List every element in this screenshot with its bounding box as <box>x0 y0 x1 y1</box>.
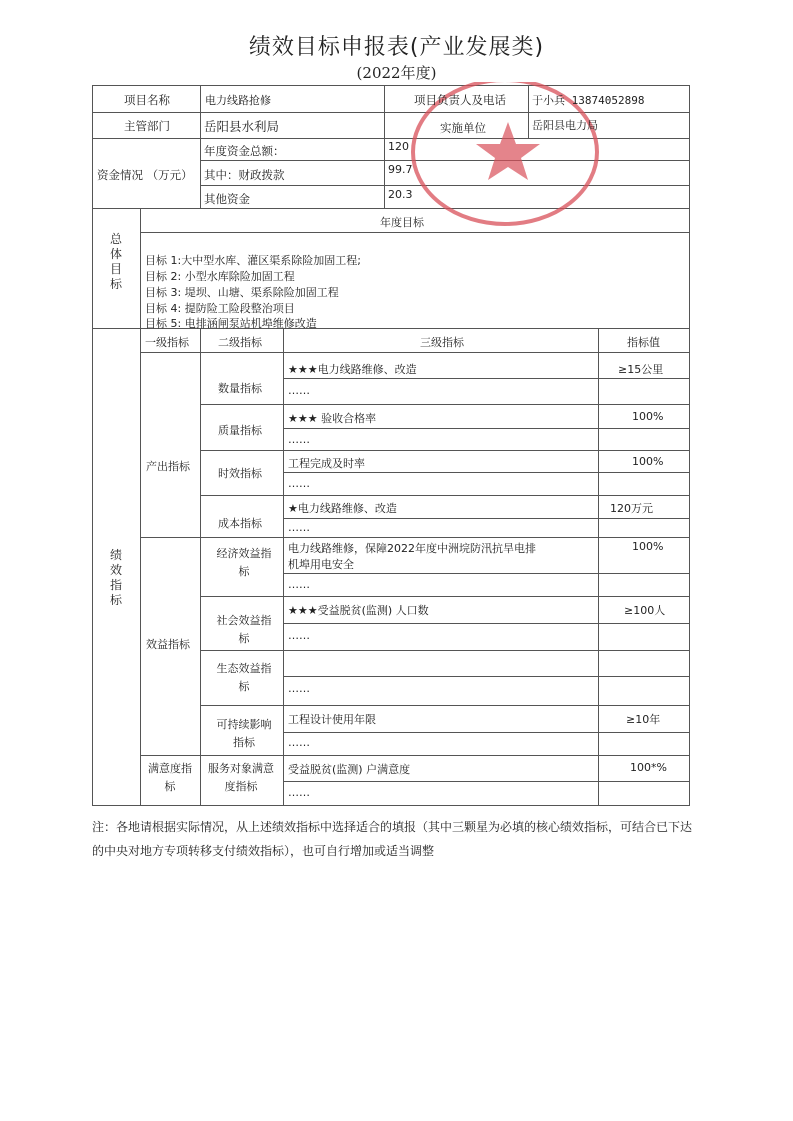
dept-value: 岳阳县水利局 <box>204 119 280 134</box>
l3-dots: …… <box>288 521 310 534</box>
l2-eco: 生态效益指标 <box>216 662 272 693</box>
fund-total-label: 年度资金总额： <box>204 144 285 158</box>
value-social: ≥100人 <box>624 604 666 617</box>
l2-quality: 质量指标 <box>218 424 262 437</box>
value-time: 100% <box>632 455 664 468</box>
fund-total-value: 120 <box>388 140 409 153</box>
l3-cost-item: ★电力线路维修、改造 <box>288 502 397 515</box>
l3-dots: …… <box>288 629 310 642</box>
l3-dots: …… <box>288 433 310 446</box>
overall-goal-label: 总体目标 <box>109 232 122 291</box>
l2-time: 时效指标 <box>218 467 262 480</box>
l2-quantity: 数量指标 <box>218 382 262 395</box>
impl-value: 岳阳县电力局 <box>532 119 598 132</box>
contact-label: 项目负责人及电话 <box>414 93 506 107</box>
project-name-label: 项目名称 <box>124 93 170 107</box>
l2-social: 社会效益指标 <box>216 614 272 645</box>
l3-dots: …… <box>288 682 310 695</box>
l2-service: 服务对象满意度指标 <box>208 762 274 793</box>
funds-label: 资金情况 （万元） <box>97 168 193 182</box>
l3-service-item: 受益脱贫(监测) 户满意度 <box>288 763 411 776</box>
l3-dots: …… <box>288 384 310 397</box>
l3-quantity-item: ★★★电力线路维修、改造 <box>288 363 417 376</box>
l3-economic-item-2: 机埠用电安全 <box>288 558 354 571</box>
l2-cost: 成本指标 <box>218 517 262 530</box>
l2-economic: 经济效益指标 <box>216 547 272 578</box>
impl-label: 实施单位 <box>440 121 486 135</box>
header-value: 指标值 <box>627 336 660 349</box>
l3-time-item: 工程完成及时率 <box>288 457 365 470</box>
performance-label: 绩效指标 <box>109 548 122 607</box>
goal-item: 目标 5: 电排涵闸泵站机埠维修改造 <box>145 317 317 330</box>
l3-social-item: ★★★受益脱贫(监测) 人口数 <box>288 604 429 617</box>
value-cost: 120万元 <box>610 502 653 515</box>
l3-dots: …… <box>288 477 310 490</box>
goal-item: 目标 3: 堤坝、山塘、渠系除险加固工程 <box>145 286 339 299</box>
dept-label: 主管部门 <box>124 119 170 133</box>
fund-other-label: 其他资金 <box>204 192 250 206</box>
l1-benefit: 效益指标 <box>146 638 190 651</box>
contact-value: 于小兵 13874052898 <box>532 94 645 107</box>
value-economic: 100% <box>632 540 664 553</box>
l1-satisfaction: 满意度指标 <box>148 762 192 793</box>
value-quantity: ≥15公里 <box>618 363 664 376</box>
project-name: 电力线路抢修 <box>205 94 271 107</box>
value-service: 100*% <box>630 761 667 774</box>
header-level2: 二级指标 <box>218 336 262 349</box>
goal-item: 目标 2: 小型水库除险加固工程 <box>145 270 295 283</box>
fund-other-value: 20.3 <box>388 188 413 201</box>
header-level1: 一级指标 <box>145 336 189 349</box>
header-level3: 三级指标 <box>420 336 464 349</box>
l2-sustain: 可持续影响指标 <box>216 718 272 749</box>
goal-item: 目标 1:大中型水库、灌区渠系除险加固工程; <box>145 254 361 267</box>
fund-fiscal-value: 99.7 <box>388 163 413 176</box>
l3-quality-item: ★★★ 验收合格率 <box>288 412 377 425</box>
page-subtitle: (2022年度) <box>356 64 437 82</box>
l3-dots: …… <box>288 578 310 591</box>
value-sustain: ≥10年 <box>626 713 661 726</box>
goal-item: 目标 4: 提防险工险段整治项目 <box>145 302 295 315</box>
l3-dots: …… <box>288 736 310 749</box>
fund-fiscal-label: 其中：财政拨款 <box>204 168 285 182</box>
value-quality: 100% <box>632 410 664 423</box>
l3-dots: …… <box>288 786 310 799</box>
l1-output: 产出指标 <box>146 460 190 473</box>
l3-sustain-item: 工程设计使用年限 <box>288 713 376 726</box>
page-title: 绩效目标申报表(产业发展类) <box>248 35 545 60</box>
l3-economic-item-1: 电力线路维修，保障2022年度中洲垸防汛抗旱电排 <box>288 542 536 555</box>
footnote: 注：各地请根据实际情况，从上述绩效指标中选择适合的填报（其中三颗星为必填的核心绩效指标，可结合已下达的中央对地方专项转移支付绩效指标），也可自行增加或适当调整 <box>92 820 693 858</box>
annual-goal-header: 年度目标 <box>380 216 424 229</box>
